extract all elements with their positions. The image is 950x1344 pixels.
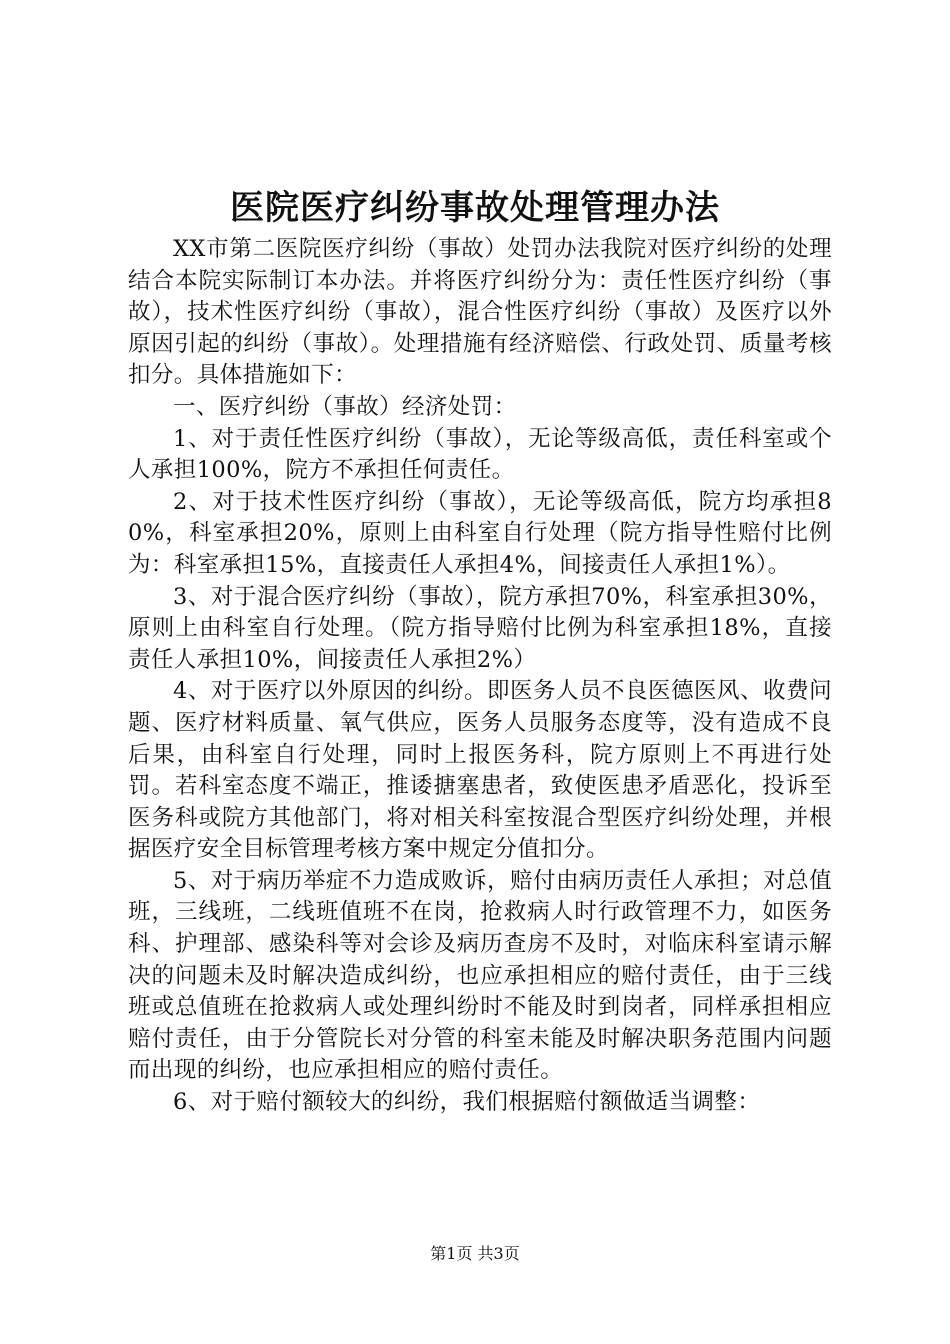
- clause-2-paragraph: 2、对于技术性医疗纠纷（事故），无论等级高低，院方均承担80%，科室承担20%，原则上由科室自行处理（院方指导性赔付比例为：科室承担15%，直接责任人承担4%，间接责任人承担1%）。: [128, 488, 832, 578]
- section-heading: 一、医疗纠纷（事故）经济处罚：: [173, 393, 517, 420]
- clause-5-paragraph: 5、对于病历举症不力造成败诉，赔付由病历责任人承担；对总值班，三线班，二线班值班不在岗，抢救病人时行政管理不力，如医务科、护理部、感染科等对会诊及病历查房不及时，对临床科室请示解决的问题未及时解决造成纠纷，也应承担相应的赔付责任，由于三线班或总值班在抢救病人或处理纠纷时不能及时到岗者，同样承担相应赔付责任，由于分管院长对分管的科室未能及时解决职务范围内问题而出现的纠纷，也应承担相应的赔付责任。: [128, 867, 832, 1084]
- page-number-footer: 第1页 共3页: [430, 1244, 520, 1263]
- intro-paragraph: XX市第二医院医疗纠纷（事故）处罚办法我院对医疗纠纷的处理结合本院实际制订本办法。并将医疗纠纷分为：责任性医疗纠纷（事故），技术性医疗纠纷（事故），混合性医疗纠纷（事故）及医疗以外原因引起的纠纷（事故）。处理措施有经济赔偿、行政处罚、质量考核扣分。具体措施如下：: [128, 236, 832, 389]
- document-body: [128, 234, 832, 1119]
- clause-1-paragraph: 1、对于责任性医疗纠纷（事故），无论等级高低，责任科室或个人承担100%，院方不承担任何责任。: [128, 425, 832, 484]
- clause-4-paragraph: 4、对于医疗以外原因的纠纷。即医务人员不良医德医风、收费问题、医疗材料质量、氧气供应，医务人员服务态度等，没有造成不良后果，由科室自行处理，同时上报医务科，院方原则上不再进行处罚。若科室态度不端正，推诿搪塞患者，致使医患矛盾恶化，投诉至医务科或院方其他部门，将对相关科室按混合型医疗纠纷处理，并根据医疗安全目标管理考核方案中规定分值扣分。: [128, 678, 832, 863]
- document-title: 医院医疗纠纷事故处理管理办法: [230, 188, 720, 228]
- clause-6-paragraph: 6、对于赔付额较大的纠纷，我们根据赔付额做适当调整：: [173, 1089, 761, 1116]
- clause-3-paragraph: 3、对于混合医疗纠纷（事故），院方承担70%，科室承担30%，原则上由科室自行处理。（院方指导赔付比例为科室承担18%，直接责任人承担10%，间接责任人承担2%）: [128, 583, 832, 673]
